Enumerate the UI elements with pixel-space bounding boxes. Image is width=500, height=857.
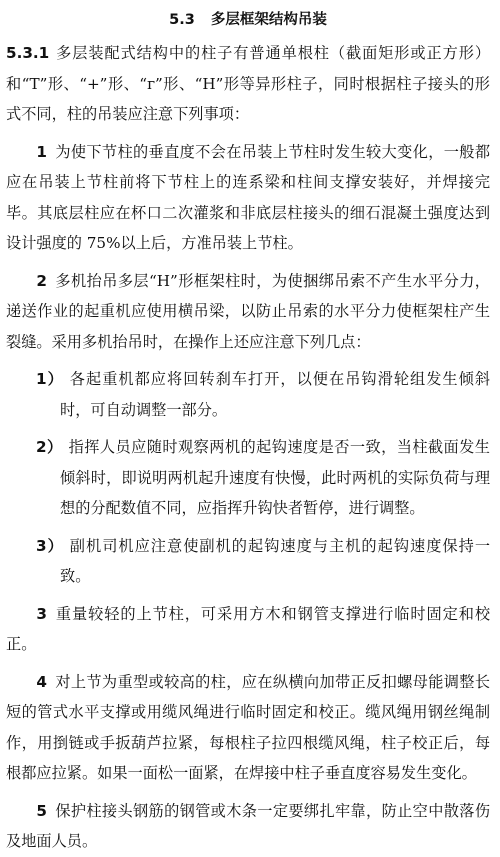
item-text: 为使下节柱的垂直度不会在吊装上节柱时发生较大变化，一般都应在吊装上节柱前将下节柱上的连系梁和柱间支撑安装好，并焊接完毕。其底层柱应在杯口二次灌浆和非底层柱接头的细石混凝土强度达到设计强度的 75%以上后，方准吊装上节柱。 (6, 142, 490, 252)
item-number: 4 (36, 672, 47, 691)
section-title (6, 8, 490, 29)
list-item-1 (6, 137, 490, 259)
item-text: 保护柱接头钢筋的钢管或木条一定要绑扎牢靠，防止空中散落伤及地面人员。 (6, 801, 490, 850)
list-item-4 (6, 667, 490, 789)
clause-paragraph (6, 38, 490, 130)
sub-item-1 (6, 364, 490, 425)
sub-item-2 (6, 432, 490, 524)
list-item-3 (6, 599, 490, 660)
list-item-5 (6, 796, 490, 857)
item-text: 重量较轻的上节柱，可采用方木和钢管支撑进行临时固定和校正。 (6, 604, 490, 653)
sub-item-text: 指挥人员应随时观察两机的起钩速度是否一致，当柱截面发生倾斜时，即说明两机起升速度有快慢，此时两机的实际负荷与理想的分配数值不同，应指挥升钩快者暂停，进行调整。 (60, 438, 490, 517)
sub-item-number: 1） (36, 370, 64, 388)
sub-item-3 (6, 531, 490, 592)
item-text: 多机抬吊多层“H”形框架柱时，为使捆绑吊索不产生水平分力，递送作业的起重机应使用横吊梁，以防止吊索的水平分力使框架柱产生裂缝。采用多机抬吊时，在操作上还应注意下列几点： (6, 271, 490, 351)
item-number: 5 (36, 801, 47, 820)
item-number: 1 (36, 142, 47, 161)
sub-item-text: 副机司机应注意使副机的起钩速度与主机的起钩速度保持一致。 (60, 536, 491, 585)
item-text: 对上节为重型或较高的柱，应在纵横向加带正反扣螺母能调整长短的管式水平支撑或用缆风绳进行临时固定和校正。缆风绳用钢丝绳制作，用捯链或手扳葫芦拉紧，每根柱子拉四根缆风绳，柱子校正后，每根都应拉紧。如果一面松一面紧，在焊接中柱子垂直度容易发生变化。 (6, 672, 490, 782)
clause-number: 5.3.1 (6, 44, 50, 62)
item-number: 2 (36, 271, 47, 290)
sub-item-text: 各起重机都应将回转刹车打开，以便在吊钩滑轮组发生倾斜时，可自动调整一部分。 (60, 370, 491, 419)
list-item-2 (6, 266, 490, 358)
sub-item-number: 3） (36, 536, 64, 555)
clause-text: 多层装配式结构中的柱子有普通单根柱（截面矩形或正方形）和“T”形、“+”形、“г”形、“H”形等异形柱子，同时根据柱子接头的形式不同，柱的吊装应注意下列事项： (6, 44, 490, 123)
section-number: 5.3 (169, 12, 195, 28)
sub-item-number: 2） (36, 438, 63, 456)
item-number: 3 (36, 604, 47, 623)
section-title-text: 多层框架结构吊装 (210, 12, 327, 28)
